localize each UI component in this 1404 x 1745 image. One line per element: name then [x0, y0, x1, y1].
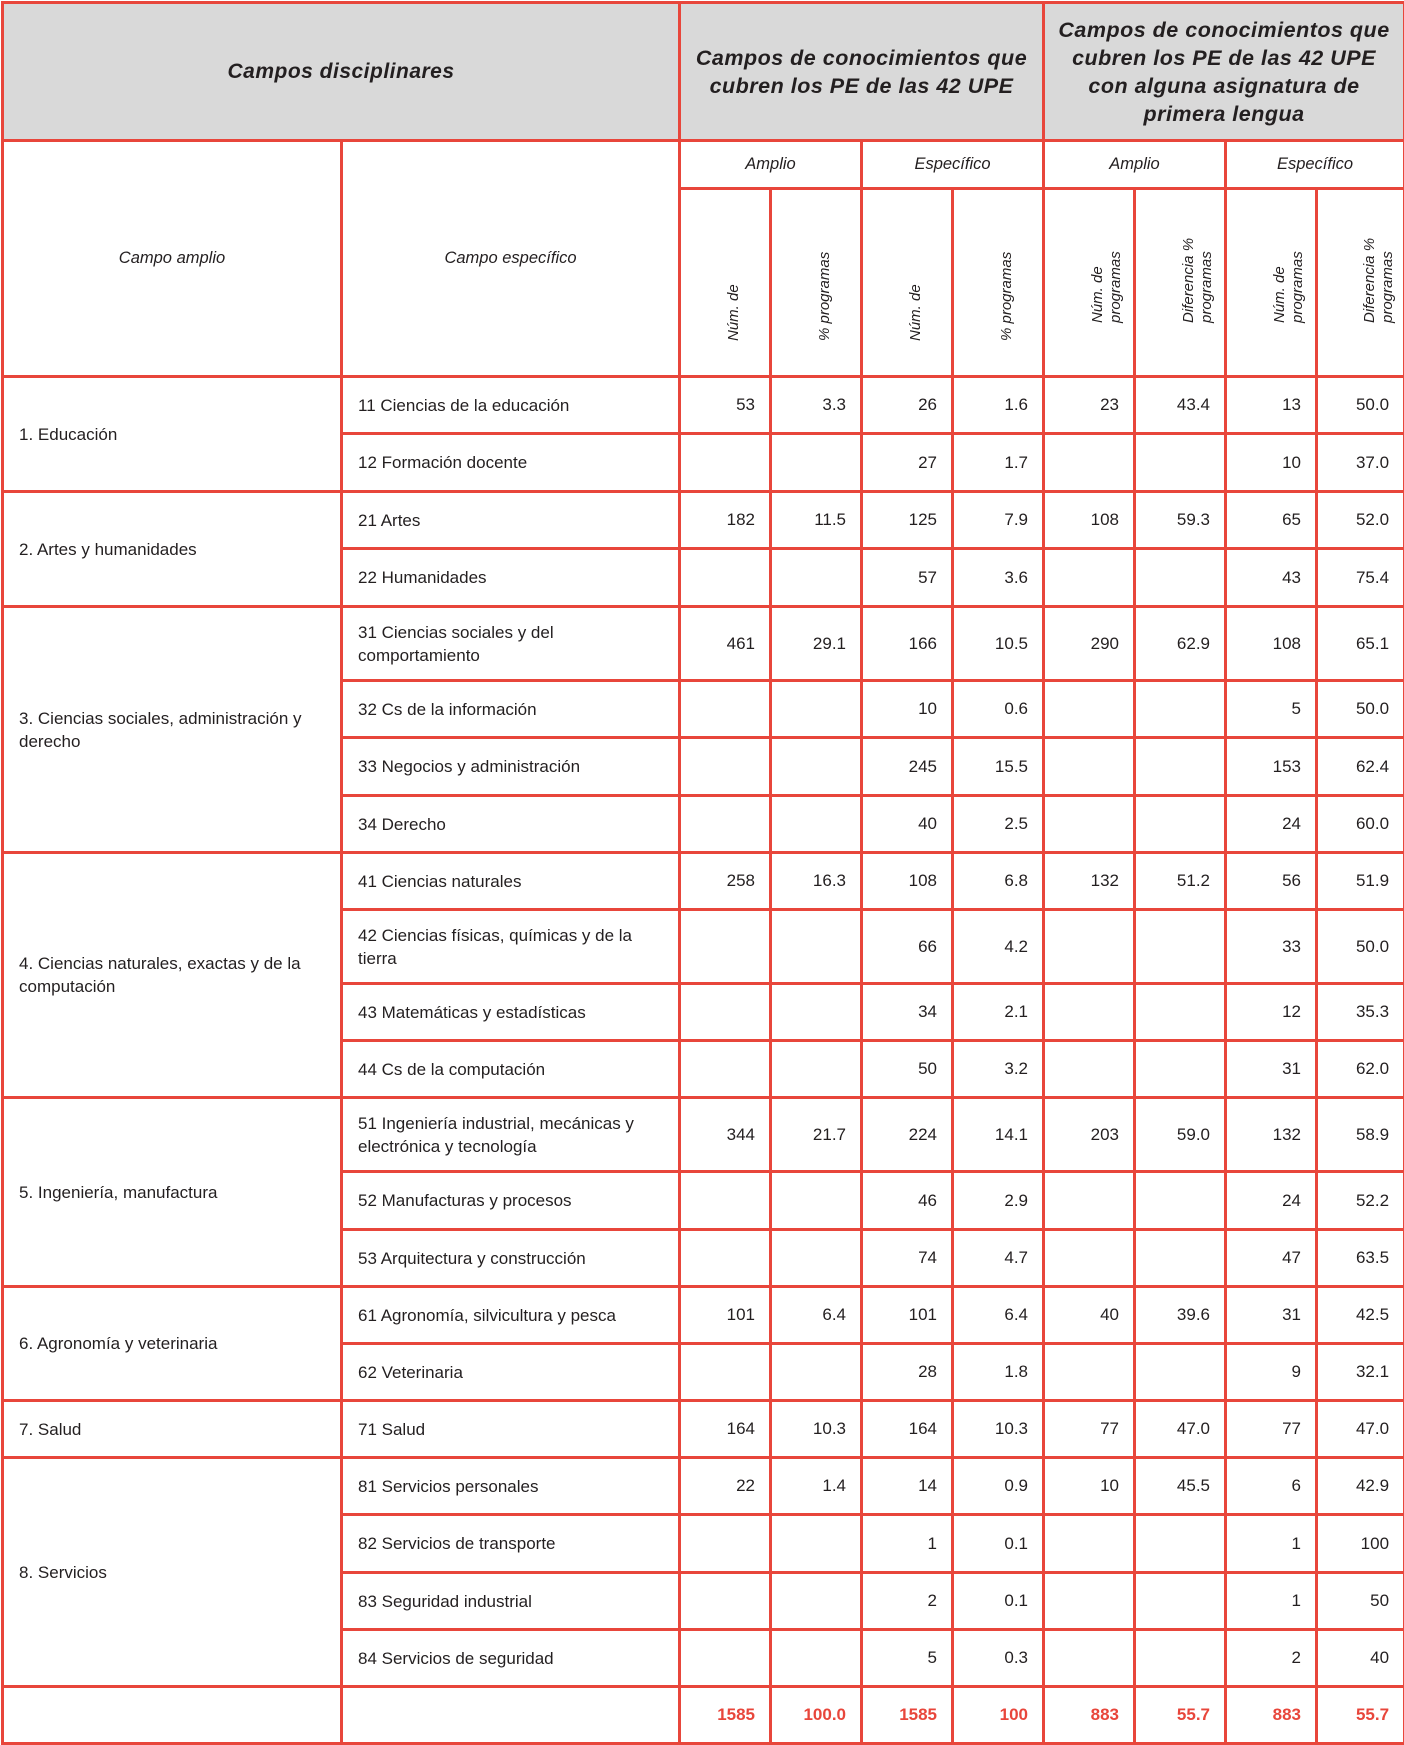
lengua-amplio-num-cell	[1044, 1172, 1135, 1230]
amplio-num-cell	[680, 1515, 771, 1573]
table-row	[3, 1287, 1404, 1344]
total-cell: 1585	[680, 1687, 771, 1744]
campo-especifico-cell: 51 Ingeniería industrial, mecánicas y electrónica y tecnología	[342, 1098, 680, 1172]
lengua-amplio-dif-cell: 47.0	[1135, 1401, 1226, 1458]
especifico-num-cell: 50	[862, 1041, 953, 1098]
header-amplio-1: Amplio	[680, 141, 862, 189]
lengua-especifico-dif-cell: 47.0	[1317, 1401, 1404, 1458]
lengua-amplio-num-cell	[1044, 1344, 1135, 1401]
amplio-num-cell	[680, 1172, 771, 1230]
lengua-amplio-dif-cell: 59.3	[1135, 492, 1226, 549]
lengua-amplio-num-cell	[1044, 1630, 1135, 1687]
table-row	[3, 1098, 1404, 1172]
lengua-amplio-dif-cell	[1135, 910, 1226, 984]
especifico-num-cell: 166	[862, 607, 953, 681]
amplio-pct-cell: 6.4	[771, 1287, 862, 1344]
especifico-num-cell: 224	[862, 1098, 953, 1172]
table-row	[3, 492, 1404, 549]
amplio-pct-cell	[771, 984, 862, 1041]
especifico-num-cell: 57	[862, 549, 953, 607]
table-row	[3, 377, 1404, 434]
header-campo-especifico: Campo específico	[342, 141, 680, 377]
lengua-especifico-dif-cell: 50.0	[1317, 377, 1404, 434]
lengua-especifico-dif-cell: 60.0	[1317, 796, 1404, 853]
lengua-amplio-num-cell	[1044, 681, 1135, 738]
amplio-num-cell: 53	[680, 377, 771, 434]
campo-especifico-cell: 41 Ciencias naturales	[342, 853, 680, 910]
header-num-de-programas-label: Núm. de programas	[1089, 203, 1125, 323]
especifico-num-cell: 34	[862, 984, 953, 1041]
lengua-especifico-dif-cell: 52.0	[1317, 492, 1404, 549]
lengua-amplio-dif-cell	[1135, 984, 1226, 1041]
lengua-amplio-dif-cell: 43.4	[1135, 377, 1226, 434]
campo-especifico-cell: 62 Veterinaria	[342, 1344, 680, 1401]
lengua-especifico-num-cell: 108	[1226, 607, 1317, 681]
total-cell: 100.0	[771, 1687, 862, 1744]
amplio-pct-cell: 11.5	[771, 492, 862, 549]
especifico-num-cell: 1	[862, 1515, 953, 1573]
header-especifico-2: Específico	[1226, 141, 1404, 189]
especifico-pct-cell: 1.6	[953, 377, 1044, 434]
header-diferencia-pct	[1135, 189, 1226, 377]
lengua-especifico-dif-cell: 100	[1317, 1515, 1404, 1573]
header-pct-programas-label: % programas	[816, 189, 834, 342]
total-cell: 100	[953, 1687, 1044, 1744]
lengua-amplio-dif-cell	[1135, 1515, 1226, 1573]
campo-amplio-cell: 1. Educación	[3, 377, 342, 492]
amplio-num-cell	[680, 984, 771, 1041]
amplio-pct-cell	[771, 1515, 862, 1573]
lengua-especifico-dif-cell: 35.3	[1317, 984, 1404, 1041]
totals-row	[3, 1687, 1404, 1744]
lengua-especifico-num-cell: 24	[1226, 1172, 1317, 1230]
campo-especifico-cell: 32 Cs de la información	[342, 681, 680, 738]
lengua-especifico-num-cell: 31	[1226, 1041, 1317, 1098]
lengua-amplio-dif-cell	[1135, 796, 1226, 853]
lengua-amplio-num-cell: 40	[1044, 1287, 1135, 1344]
especifico-num-cell: 2	[862, 1573, 953, 1630]
lengua-amplio-dif-cell	[1135, 681, 1226, 738]
total-cell: 1585	[862, 1687, 953, 1744]
campo-especifico-cell: 43 Matemáticas y estadísticas	[342, 984, 680, 1041]
lengua-amplio-num-cell	[1044, 984, 1135, 1041]
total-cell: 883	[1044, 1687, 1135, 1744]
lengua-amplio-dif-cell	[1135, 1344, 1226, 1401]
lengua-especifico-num-cell: 33	[1226, 910, 1317, 984]
campo-especifico-cell: 31 Ciencias sociales y del comportamiento	[342, 607, 680, 681]
lengua-amplio-num-cell: 77	[1044, 1401, 1135, 1458]
especifico-num-cell: 125	[862, 492, 953, 549]
amplio-pct-cell	[771, 1573, 862, 1630]
campo-especifico-cell: 84 Servicios de seguridad	[342, 1630, 680, 1687]
lengua-especifico-num-cell: 1	[1226, 1515, 1317, 1573]
amplio-num-cell: 461	[680, 607, 771, 681]
lengua-especifico-num-cell: 2	[1226, 1630, 1317, 1687]
campo-especifico-cell: 22 Humanidades	[342, 549, 680, 607]
amplio-num-cell	[680, 681, 771, 738]
amplio-pct-cell	[771, 1172, 862, 1230]
header-row-1	[3, 3, 1404, 141]
especifico-pct-cell: 0.9	[953, 1458, 1044, 1515]
lengua-especifico-num-cell: 6	[1226, 1458, 1317, 1515]
amplio-num-cell	[680, 1630, 771, 1687]
lengua-amplio-num-cell	[1044, 1041, 1135, 1098]
table-body	[3, 377, 1404, 1687]
lengua-especifico-dif-cell: 40	[1317, 1630, 1404, 1687]
header-pct-programas	[953, 189, 1044, 377]
campo-amplio-cell: 8. Servicios	[3, 1458, 342, 1687]
table-row	[3, 1458, 1404, 1515]
amplio-pct-cell: 10.3	[771, 1401, 862, 1458]
header-num-de	[862, 189, 953, 377]
header-num-de	[680, 189, 771, 377]
lengua-especifico-dif-cell: 63.5	[1317, 1230, 1404, 1287]
lengua-especifico-num-cell: 47	[1226, 1230, 1317, 1287]
table-row	[3, 853, 1404, 910]
especifico-pct-cell: 1.8	[953, 1344, 1044, 1401]
lengua-especifico-num-cell: 13	[1226, 377, 1317, 434]
amplio-num-cell: 258	[680, 853, 771, 910]
header-especifico-1: Específico	[862, 141, 1044, 189]
amplio-num-cell	[680, 434, 771, 492]
total-cell: 55.7	[1317, 1687, 1404, 1744]
especifico-pct-cell: 0.1	[953, 1573, 1044, 1630]
amplio-num-cell	[680, 1573, 771, 1630]
campo-especifico-cell: 21 Artes	[342, 492, 680, 549]
lengua-especifico-num-cell: 77	[1226, 1401, 1317, 1458]
amplio-pct-cell	[771, 681, 862, 738]
especifico-pct-cell: 0.3	[953, 1630, 1044, 1687]
lengua-amplio-num-cell	[1044, 549, 1135, 607]
header-campos-disciplinares: Campos disciplinares	[3, 3, 680, 141]
campo-especifico-cell: 11 Ciencias de la educación	[342, 377, 680, 434]
lengua-amplio-num-cell: 23	[1044, 377, 1135, 434]
lengua-especifico-num-cell: 9	[1226, 1344, 1317, 1401]
amplio-pct-cell	[771, 434, 862, 492]
lengua-especifico-dif-cell: 65.1	[1317, 607, 1404, 681]
especifico-pct-cell: 2.1	[953, 984, 1044, 1041]
header-group-1: Campos de conocimientos que cubren los PE de las 42 UPE	[680, 3, 1044, 141]
lengua-especifico-num-cell: 1	[1226, 1573, 1317, 1630]
lengua-especifico-num-cell: 43	[1226, 549, 1317, 607]
campo-especifico-cell: 53 Arquitectura y construcción	[342, 1230, 680, 1287]
amplio-num-cell	[680, 796, 771, 853]
lengua-amplio-num-cell	[1044, 1230, 1135, 1287]
campo-especifico-cell: 44 Cs de la computación	[342, 1041, 680, 1098]
lengua-especifico-num-cell: 5	[1226, 681, 1317, 738]
lengua-especifico-num-cell: 132	[1226, 1098, 1317, 1172]
header-row-2	[3, 141, 1404, 189]
campo-especifico-cell: 81 Servicios personales	[342, 1458, 680, 1515]
especifico-pct-cell: 7.9	[953, 492, 1044, 549]
amplio-pct-cell: 3.3	[771, 377, 862, 434]
amplio-num-cell: 182	[680, 492, 771, 549]
lengua-especifico-num-cell: 10	[1226, 434, 1317, 492]
lengua-especifico-num-cell: 56	[1226, 853, 1317, 910]
amplio-pct-cell	[771, 796, 862, 853]
lengua-amplio-dif-cell: 59.0	[1135, 1098, 1226, 1172]
campo-especifico-cell: 34 Derecho	[342, 796, 680, 853]
especifico-num-cell: 26	[862, 377, 953, 434]
campo-amplio-cell: 4. Ciencias naturales, exactas y de la computación	[3, 853, 342, 1098]
lengua-amplio-dif-cell	[1135, 1630, 1226, 1687]
especifico-num-cell: 5	[862, 1630, 953, 1687]
campo-amplio-cell: 6. Agronomía y veterinaria	[3, 1287, 342, 1401]
especifico-num-cell: 27	[862, 434, 953, 492]
especifico-pct-cell: 3.2	[953, 1041, 1044, 1098]
especifico-num-cell: 10	[862, 681, 953, 738]
header-num-de-programas-label: Núm. de programas	[1271, 203, 1307, 323]
especifico-pct-cell: 3.6	[953, 549, 1044, 607]
header-diferencia-pct-label: Diferencia % programas	[1361, 203, 1397, 323]
header-amplio-2: Amplio	[1044, 141, 1226, 189]
lengua-amplio-num-cell: 132	[1044, 853, 1135, 910]
amplio-pct-cell	[771, 549, 862, 607]
amplio-num-cell	[680, 549, 771, 607]
especifico-pct-cell: 15.5	[953, 738, 1044, 796]
amplio-num-cell	[680, 738, 771, 796]
amplio-num-cell	[680, 1230, 771, 1287]
lengua-amplio-dif-cell: 39.6	[1135, 1287, 1226, 1344]
programs-table	[1, 1, 1404, 1745]
campo-amplio-cell: 7. Salud	[3, 1401, 342, 1458]
header-num-de-label: Núm. de	[907, 189, 925, 342]
campo-especifico-cell: 42 Ciencias físicas, químicas y de la tierra	[342, 910, 680, 984]
amplio-pct-cell: 29.1	[771, 607, 862, 681]
lengua-especifico-dif-cell: 42.5	[1317, 1287, 1404, 1344]
especifico-num-cell: 164	[862, 1401, 953, 1458]
especifico-num-cell: 108	[862, 853, 953, 910]
lengua-amplio-num-cell	[1044, 1573, 1135, 1630]
especifico-num-cell: 46	[862, 1172, 953, 1230]
amplio-num-cell: 344	[680, 1098, 771, 1172]
lengua-especifico-num-cell: 12	[1226, 984, 1317, 1041]
especifico-pct-cell: 14.1	[953, 1098, 1044, 1172]
especifico-pct-cell: 0.1	[953, 1515, 1044, 1573]
lengua-amplio-dif-cell	[1135, 1172, 1226, 1230]
amplio-pct-cell	[771, 1230, 862, 1287]
amplio-pct-cell	[771, 910, 862, 984]
especifico-pct-cell: 10.3	[953, 1401, 1044, 1458]
especifico-pct-cell: 6.8	[953, 853, 1044, 910]
amplio-pct-cell: 1.4	[771, 1458, 862, 1515]
lengua-especifico-dif-cell: 32.1	[1317, 1344, 1404, 1401]
lengua-especifico-dif-cell: 58.9	[1317, 1098, 1404, 1172]
especifico-pct-cell: 4.7	[953, 1230, 1044, 1287]
lengua-amplio-num-cell: 10	[1044, 1458, 1135, 1515]
campo-especifico-cell: 83 Seguridad industrial	[342, 1573, 680, 1630]
lengua-especifico-dif-cell: 50.0	[1317, 910, 1404, 984]
amplio-pct-cell	[771, 1041, 862, 1098]
lengua-amplio-dif-cell	[1135, 1573, 1226, 1630]
especifico-pct-cell: 4.2	[953, 910, 1044, 984]
lengua-especifico-dif-cell: 75.4	[1317, 549, 1404, 607]
totals-empty-1	[3, 1687, 342, 1744]
lengua-especifico-dif-cell: 50	[1317, 1573, 1404, 1630]
campo-amplio-cell: 5. Ingeniería, manufactura	[3, 1098, 342, 1287]
amplio-pct-cell	[771, 1344, 862, 1401]
lengua-especifico-dif-cell: 42.9	[1317, 1458, 1404, 1515]
amplio-num-cell	[680, 910, 771, 984]
lengua-especifico-num-cell: 24	[1226, 796, 1317, 853]
amplio-num-cell	[680, 1041, 771, 1098]
lengua-especifico-dif-cell: 50.0	[1317, 681, 1404, 738]
lengua-especifico-dif-cell: 52.2	[1317, 1172, 1404, 1230]
especifico-pct-cell: 1.7	[953, 434, 1044, 492]
amplio-num-cell	[680, 1344, 771, 1401]
header-pct-programas	[771, 189, 862, 377]
amplio-pct-cell: 16.3	[771, 853, 862, 910]
campo-especifico-cell: 82 Servicios de transporte	[342, 1515, 680, 1573]
amplio-pct-cell: 21.7	[771, 1098, 862, 1172]
especifico-num-cell: 66	[862, 910, 953, 984]
lengua-especifico-dif-cell: 51.9	[1317, 853, 1404, 910]
amplio-pct-cell	[771, 738, 862, 796]
campo-especifico-cell: 71 Salud	[342, 1401, 680, 1458]
header-num-de-label: Núm. de	[725, 189, 743, 342]
totals-empty-2	[342, 1687, 680, 1744]
lengua-amplio-num-cell	[1044, 1515, 1135, 1573]
header-pct-programas-label: % programas	[998, 189, 1016, 342]
especifico-num-cell: 28	[862, 1344, 953, 1401]
header-group-2: Campos de conocimientos que cubren los PE de las 42 UPE con alguna asignatura de primera lengua	[1044, 3, 1404, 141]
lengua-especifico-dif-cell: 37.0	[1317, 434, 1404, 492]
total-cell: 883	[1226, 1687, 1317, 1744]
lengua-amplio-dif-cell	[1135, 549, 1226, 607]
especifico-num-cell: 101	[862, 1287, 953, 1344]
campo-amplio-cell: 2. Artes y humanidades	[3, 492, 342, 607]
lengua-amplio-dif-cell: 62.9	[1135, 607, 1226, 681]
campo-especifico-cell: 52 Manufacturas y procesos	[342, 1172, 680, 1230]
lengua-amplio-num-cell	[1044, 796, 1135, 853]
lengua-especifico-dif-cell: 62.4	[1317, 738, 1404, 796]
total-cell: 55.7	[1135, 1687, 1226, 1744]
especifico-pct-cell: 10.5	[953, 607, 1044, 681]
amplio-num-cell: 164	[680, 1401, 771, 1458]
lengua-amplio-dif-cell	[1135, 738, 1226, 796]
especifico-pct-cell: 6.4	[953, 1287, 1044, 1344]
header-num-de-programas	[1226, 189, 1317, 377]
especifico-num-cell: 245	[862, 738, 953, 796]
amplio-pct-cell	[771, 1630, 862, 1687]
especifico-pct-cell: 2.5	[953, 796, 1044, 853]
lengua-especifico-num-cell: 65	[1226, 492, 1317, 549]
amplio-num-cell: 22	[680, 1458, 771, 1515]
lengua-amplio-dif-cell	[1135, 1230, 1226, 1287]
lengua-amplio-dif-cell: 45.5	[1135, 1458, 1226, 1515]
table-row	[3, 607, 1404, 681]
table-row	[3, 1401, 1404, 1458]
lengua-amplio-num-cell: 290	[1044, 607, 1135, 681]
lengua-amplio-num-cell: 203	[1044, 1098, 1135, 1172]
especifico-pct-cell: 2.9	[953, 1172, 1044, 1230]
header-num-de-programas	[1044, 189, 1135, 377]
header-diferencia-pct-label: Diferencia % programas	[1180, 203, 1216, 323]
lengua-amplio-num-cell	[1044, 738, 1135, 796]
header-diferencia-pct	[1317, 189, 1404, 377]
lengua-especifico-num-cell: 31	[1226, 1287, 1317, 1344]
lengua-amplio-num-cell: 108	[1044, 492, 1135, 549]
lengua-especifico-num-cell: 153	[1226, 738, 1317, 796]
lengua-amplio-dif-cell	[1135, 1041, 1226, 1098]
campo-especifico-cell: 12 Formación docente	[342, 434, 680, 492]
header-campo-amplio: Campo amplio	[3, 141, 342, 377]
lengua-amplio-dif-cell	[1135, 434, 1226, 492]
lengua-amplio-dif-cell: 51.2	[1135, 853, 1226, 910]
lengua-especifico-dif-cell: 62.0	[1317, 1041, 1404, 1098]
lengua-amplio-num-cell	[1044, 434, 1135, 492]
lengua-amplio-num-cell	[1044, 910, 1135, 984]
especifico-pct-cell: 0.6	[953, 681, 1044, 738]
especifico-num-cell: 74	[862, 1230, 953, 1287]
especifico-num-cell: 40	[862, 796, 953, 853]
campo-especifico-cell: 33 Negocios y administración	[342, 738, 680, 796]
campo-especifico-cell: 61 Agronomía, silvicultura y pesca	[342, 1287, 680, 1344]
amplio-num-cell: 101	[680, 1287, 771, 1344]
campo-amplio-cell: 3. Ciencias sociales, administración y derecho	[3, 607, 342, 853]
especifico-num-cell: 14	[862, 1458, 953, 1515]
